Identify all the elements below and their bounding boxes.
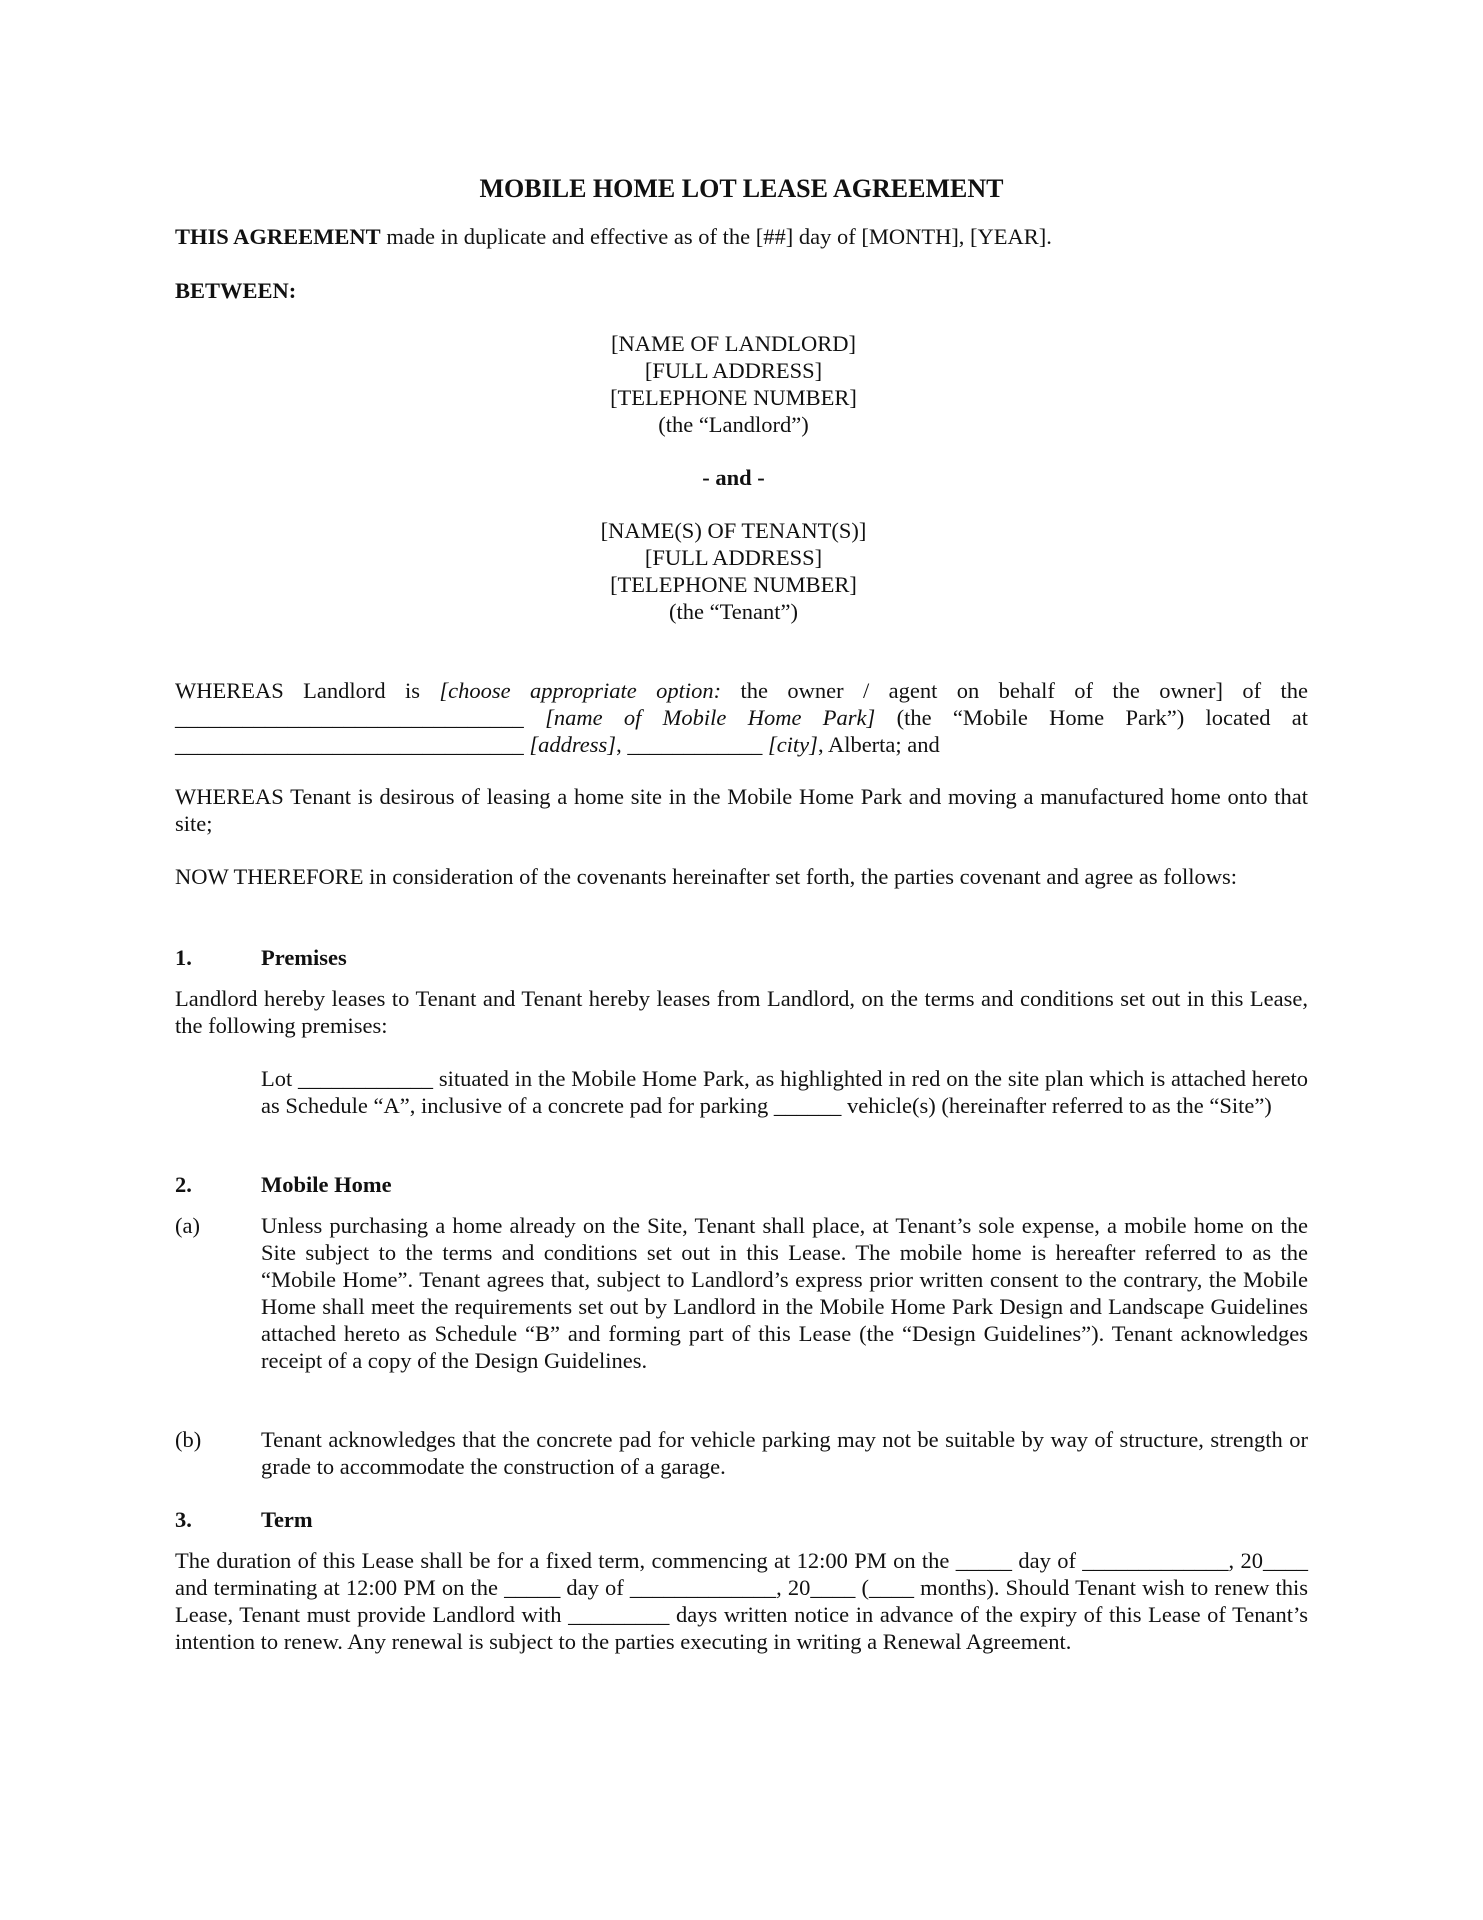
text: , ____________ — [616, 732, 768, 757]
italic-placeholder: [name of Mobile Home Park] — [545, 705, 876, 730]
section-2-heading — [175, 1171, 1308, 1198]
section-number: 2. — [175, 1172, 192, 1197]
now-therefore-paragraph: NOW THEREFORE in consideration of the covenants hereinafter set forth, the parties covenant and agree as follows: — [175, 864, 1237, 889]
whereas-tenant-paragraph: WHEREAS Tenant is desirous of leasing a home site in the Mobile Home Park and moving a manufactured home onto that site; — [175, 784, 1308, 836]
landlord-address: [FULL ADDRESS] — [644, 358, 823, 383]
text: , Alberta; and — [817, 732, 940, 757]
lot-description: Lot ____________ situated in the Mobile Home Park, as highlighted in red on the site plan which is attached hereto as Schedule “A”, inclusive of a concrete pad for parking ______ vehicle(s) (hereinafter referred to as the “Site”) — [261, 1066, 1308, 1118]
and-separator: - and - — [702, 465, 765, 490]
intro-text: made in duplicate and effective as of the [##] day of [MONTH], [YEAR]. — [380, 224, 1052, 249]
item-label: (a) — [175, 1213, 200, 1238]
italic-placeholder: [address] — [529, 732, 617, 757]
tenant-definition: (the “Tenant”) — [669, 599, 798, 624]
intro-paragraph — [175, 223, 1308, 250]
text: WHEREAS Landlord is — [175, 678, 440, 703]
text: (the “Mobile Home Park”) located at _______________________________ — [175, 705, 1309, 757]
section-title: Premises — [261, 945, 347, 970]
tenant-address: [FULL ADDRESS] — [644, 545, 823, 570]
item-b-text: Tenant acknowledges that the concrete pad for vehicle parking may not be suitable by way of structure, strength or grade to accommodate the construction of a garage. — [261, 1427, 1308, 1479]
term-paragraph: The duration of this Lease shall be for a fixed term, commencing at 12:00 PM on the _____ day of _____________, 20____ and terminating at 12:00 PM on the _____ day of _____________, 20____ (____ months). Should Tenant wish to renew this Lease, Tenant must provide Landlord with _________ days written notice in advance of the expiry of this Lease of Tenant’s intention to renew. Any renewal is subject to the parties executing in writing a Renewal Agreement. — [175, 1548, 1308, 1654]
landlord-block — [0, 330, 1475, 438]
landlord-phone: [TELEPHONE NUMBER] — [610, 385, 857, 410]
premises-paragraph: Landlord hereby leases to Tenant and Tenant hereby leases from Landlord, on the terms and conditions set out in this Lease, the following premises: — [175, 986, 1308, 1038]
section-3-heading — [175, 1506, 1308, 1533]
section-number: 1. — [175, 945, 192, 970]
item-label: (b) — [175, 1427, 202, 1452]
italic-placeholder: [city] — [767, 732, 818, 757]
intro-bold: THIS AGREEMENT — [175, 224, 381, 249]
section-1-heading — [175, 944, 1308, 971]
landlord-name: [NAME OF LANDLORD] — [611, 331, 856, 356]
item-a-text: Unless purchasing a home already on the Site, Tenant shall place, at Tenant’s sole expense, a mobile home on the Site subject to the terms and conditions set out in this Lease. The mobile home is hereafter referred to as the “Mobile Home”. Tenant agrees that, subject to Landlord’s express prior written consent to the contrary, the Mobile Home shall meet the requirements set out by Landlord in the Mobile Home Park Design and Landscape Guidelines attached hereto as Schedule “B” and forming part of this Lease (the “Design Guidelines”). Tenant acknowledges receipt of a copy of the Design Guidelines. — [261, 1213, 1308, 1373]
section-title: Term — [261, 1507, 313, 1532]
text: the owner / agent on behalf of the owner] of the _______________________________ — [175, 678, 1308, 730]
section-title: Mobile Home — [261, 1172, 392, 1197]
italic-instruction: [choose appropriate option: — [439, 678, 722, 703]
section-number: 3. — [175, 1507, 192, 1532]
between-label: BETWEEN: — [175, 278, 297, 303]
tenant-phone: [TELEPHONE NUMBER] — [610, 572, 857, 597]
tenant-name: [NAME(S) OF TENANT(S)] — [600, 518, 867, 543]
document-title: MOBILE HOME LOT LEASE AGREEMENT — [479, 174, 1004, 203]
whereas-landlord-paragraph — [175, 677, 1308, 758]
landlord-definition: (the “Landlord”) — [658, 412, 809, 437]
tenant-block — [0, 517, 1475, 625]
